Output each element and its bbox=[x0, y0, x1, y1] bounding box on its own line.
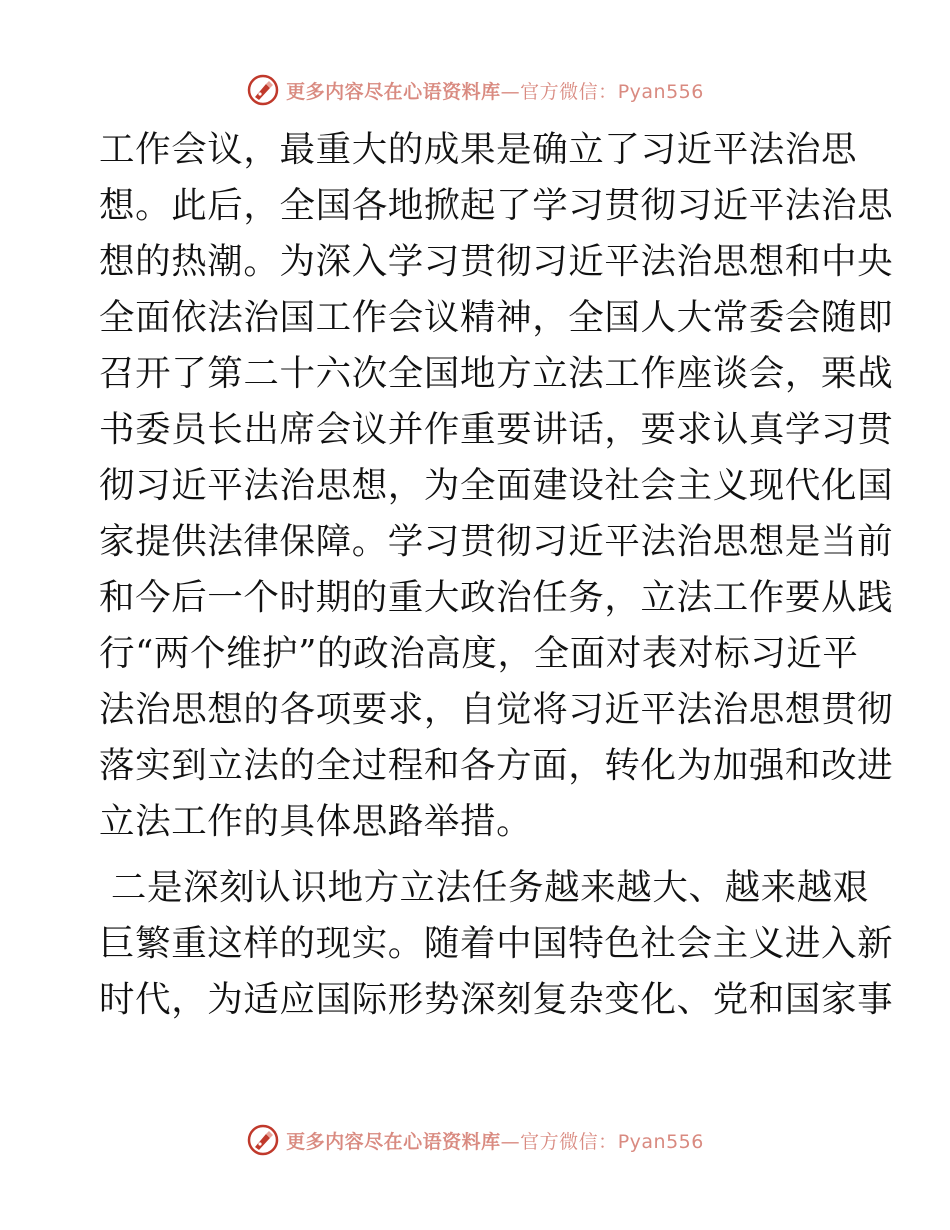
text-line: 书委员长出席会议并作重要讲话，要求认真学习贯 bbox=[99, 409, 894, 450]
separator: — bbox=[500, 1130, 521, 1153]
text-line: 行“两个维护”的政治高度，全面对表对标习近平 bbox=[99, 633, 859, 674]
text-line: 时代，为适应国际形势深刻复杂变化、党和国家事 bbox=[99, 979, 894, 1020]
text-line: 巨繁重这样的现实。随着中国特色社会主义进入新 bbox=[99, 923, 894, 964]
header-banner-text bbox=[286, 77, 704, 104]
brand-text: 更多内容尽在心语资料库 bbox=[286, 80, 501, 103]
text-line: 召开了第二十六次全国地方立法工作座谈会，栗战 bbox=[99, 353, 894, 394]
text-line: 全面依法治国工作会议精神，全国人大常委会随即 bbox=[99, 297, 894, 338]
footer-banner-text bbox=[286, 1127, 704, 1154]
text-line: 家提供法律保障。学习贯彻习近平法治思想是当前 bbox=[99, 521, 894, 562]
pen-nib-logo-icon bbox=[246, 73, 280, 107]
wechat-id: Pyan556 bbox=[617, 80, 704, 103]
pen-nib-logo-icon bbox=[246, 1123, 280, 1157]
text-line: 工作会议，最重大的成果是确立了习近平法治思 bbox=[99, 129, 858, 170]
footer-watermark bbox=[0, 1120, 950, 1160]
text-line: 落实到立法的全过程和各方面，转化为加强和改进 bbox=[99, 745, 894, 786]
official-label: 官方微信： bbox=[520, 1130, 618, 1153]
document-body bbox=[99, 122, 894, 1028]
text-line: 二是深刻认识地方立法任务越来越大、越来越艰 bbox=[99, 867, 869, 908]
wechat-id: Pyan556 bbox=[617, 1130, 704, 1153]
text-line: 立法工作的具体思路举措。 bbox=[99, 801, 533, 842]
paragraph-2 bbox=[99, 860, 894, 1028]
brand-text: 更多内容尽在心语资料库 bbox=[286, 1130, 501, 1153]
text-line: 彻习近平法治思想，为全面建设社会主义现代化国 bbox=[99, 465, 894, 506]
separator: — bbox=[500, 80, 521, 103]
header-watermark bbox=[0, 70, 950, 110]
text-line: 想。此后，全国各地掀起了学习贯彻习近平法治思 bbox=[99, 185, 894, 226]
text-line: 和今后一个时期的重大政治任务，立法工作要从践 bbox=[99, 577, 894, 618]
text-line: 法治思想的各项要求，自觉将习近平法治思想贯彻 bbox=[99, 689, 894, 730]
paragraph-gap bbox=[99, 850, 859, 860]
official-label: 官方微信： bbox=[520, 80, 618, 103]
paragraph-1 bbox=[99, 122, 894, 850]
text-line: 想的热潮。为深入学习贯彻习近平法治思想和中央 bbox=[99, 241, 894, 282]
